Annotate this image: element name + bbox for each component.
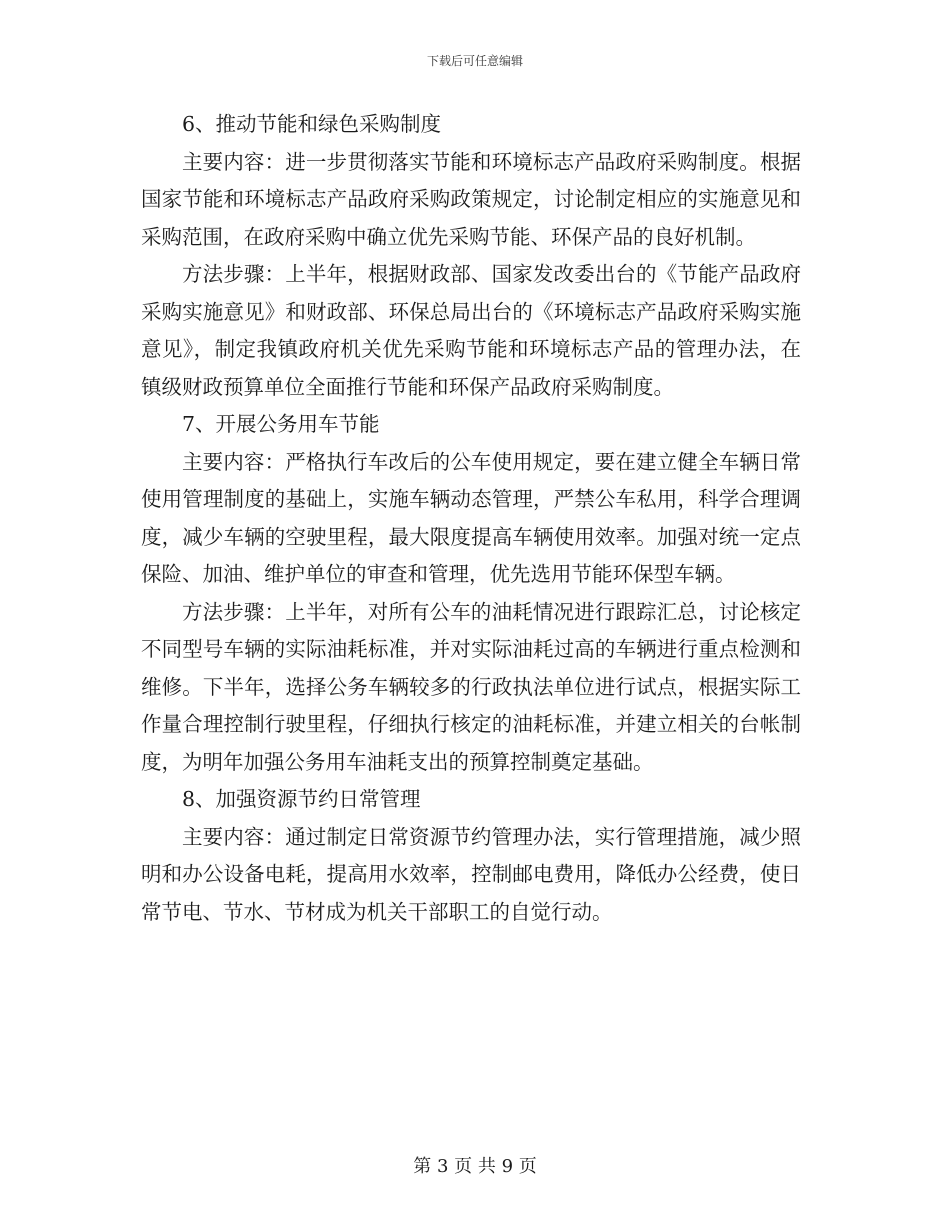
section-heading: 7、开展公务用车节能: [182, 412, 380, 436]
section-paragraph: 主要内容：通过制定日常资源节约管理办法，实行管理措施，减少照明和办公设备电耗，提高用水效率，控制邮电费用，降低办公经费，使日常节电、节水、节材成为机关干部职工的自觉行动。: [141, 824, 801, 924]
page-number: 第 3 页 共 9 页: [413, 1156, 537, 1177]
section-paragraph: 主要内容：进一步贯彻落实节能和环境标志产品政府采购制度。根据国家节能和环境标志产品政府采购政策规定，讨论制定相应的实施意见和采购范围，在政府采购中确立优先采购节能、环保产品的良好机制。: [141, 149, 801, 249]
section-paragraph: 方法步骤：上半年，对所有公车的油耗情况进行跟踪汇总，讨论核定不同型号车辆的实际油耗标准，并对实际油耗过高的车辆进行重点检测和维修。下半年，选择公务车辆较多的行政执法单位进行试点，根据实际工作量合理控制行驶里程，仔细执行核定的油耗标准，并建立相关的台帐制度，为明年加强公务用车油耗支出的预算控制奠定基础。: [141, 599, 801, 774]
section-paragraph: 主要内容：严格执行车改后的公车使用规定，要在建立健全车辆日常使用管理制度的基础上，实施车辆动态管理，严禁公车私用，科学合理调度，减少车辆的空驶里程，最大限度提高车辆使用效率。加强对统一定点保险、加油、维护单位的审查和管理，优先选用节能环保型车辆。: [141, 449, 801, 586]
section-heading: 6、推动节能和绿色采购制度: [182, 112, 442, 136]
section-heading: 8、加强资源节约日常管理: [182, 787, 421, 811]
document-body: [141, 106, 801, 931]
page-header-note: 下载后可任意编辑: [426, 54, 523, 68]
section-paragraph: 方法步骤：上半年，根据财政部、国家发改委出台的《节能产品政府采购实施意见》和财政部、环保总局出台的《环境标志产品政府采购实施意见》，制定我镇政府机关优先采购节能和环境标志产品的管理办法，在镇级财政预算单位全面推行节能和环保产品政府采购制度。: [141, 262, 801, 399]
